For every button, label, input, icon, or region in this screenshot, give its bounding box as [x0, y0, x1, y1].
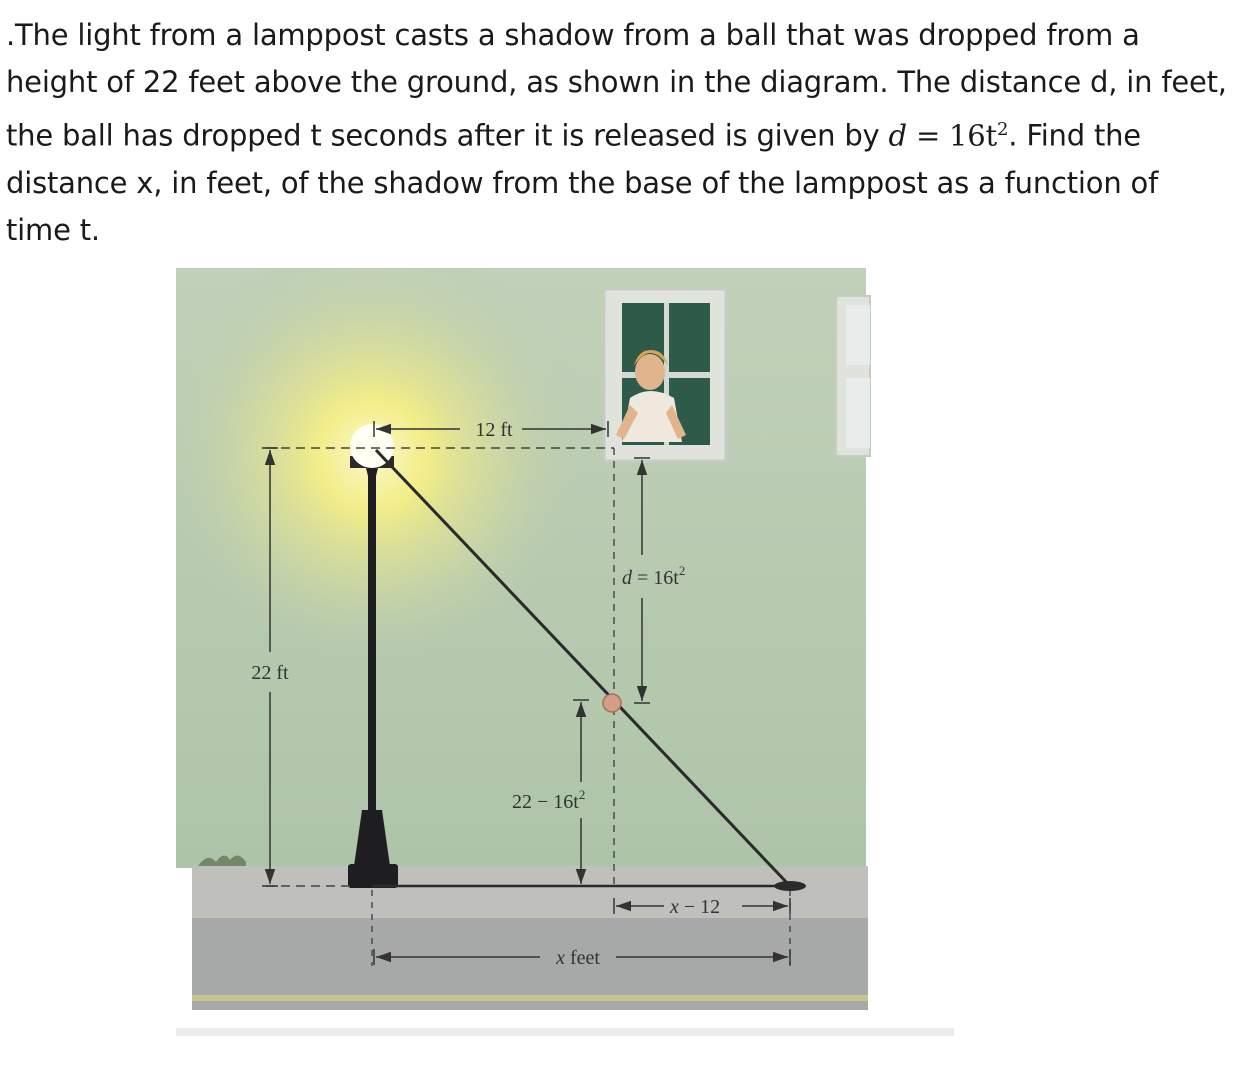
- label-shadow-x: x: [556, 947, 565, 969]
- label-shadow-part-rest: − 12: [678, 896, 721, 918]
- label-shadow-feet: feet: [564, 947, 600, 969]
- label-ball-height: [512, 787, 585, 813]
- formula-exponent: 2: [997, 119, 1009, 140]
- page-bottom-edge: [176, 1028, 954, 1036]
- formula-equation: = 16t: [906, 118, 998, 153]
- label-shadow-part-x: x: [670, 896, 679, 918]
- problem-text-part1: .The light from a lamppost casts a shadow from a ball that was dropped from a height of 22 feet above the ground, as shown in the diagram. The distance d, in feet, the ball has dropped t seconds after it is released is given by: [6, 18, 1227, 153]
- label-12ft: 12 ft: [475, 419, 513, 441]
- label-ball-height-text: 22 − 16t: [512, 791, 579, 813]
- problem-text-part2: . Find the distance x, in feet, of the shadow from the base of the lamppost as a function of time t.: [6, 118, 1159, 247]
- label-drop-exp: 2: [678, 563, 686, 578]
- formula-variable: d: [888, 118, 907, 153]
- label-drop-eq: = 16t: [632, 567, 679, 589]
- label-drop-var: d: [622, 567, 632, 589]
- label-shadow-part: [669, 896, 720, 918]
- label-22ft: 22 ft: [251, 662, 289, 684]
- window-right-edge: [836, 296, 870, 456]
- sidewalk: [192, 866, 868, 918]
- ball: [603, 694, 621, 712]
- label-drop-distance: [622, 563, 685, 589]
- label-shadow-distance: [555, 947, 600, 969]
- road-stripe: [192, 995, 868, 1001]
- label-ball-height-exp: 2: [578, 787, 586, 802]
- ball-shadow: [774, 881, 806, 891]
- lamp-glow: [176, 268, 656, 708]
